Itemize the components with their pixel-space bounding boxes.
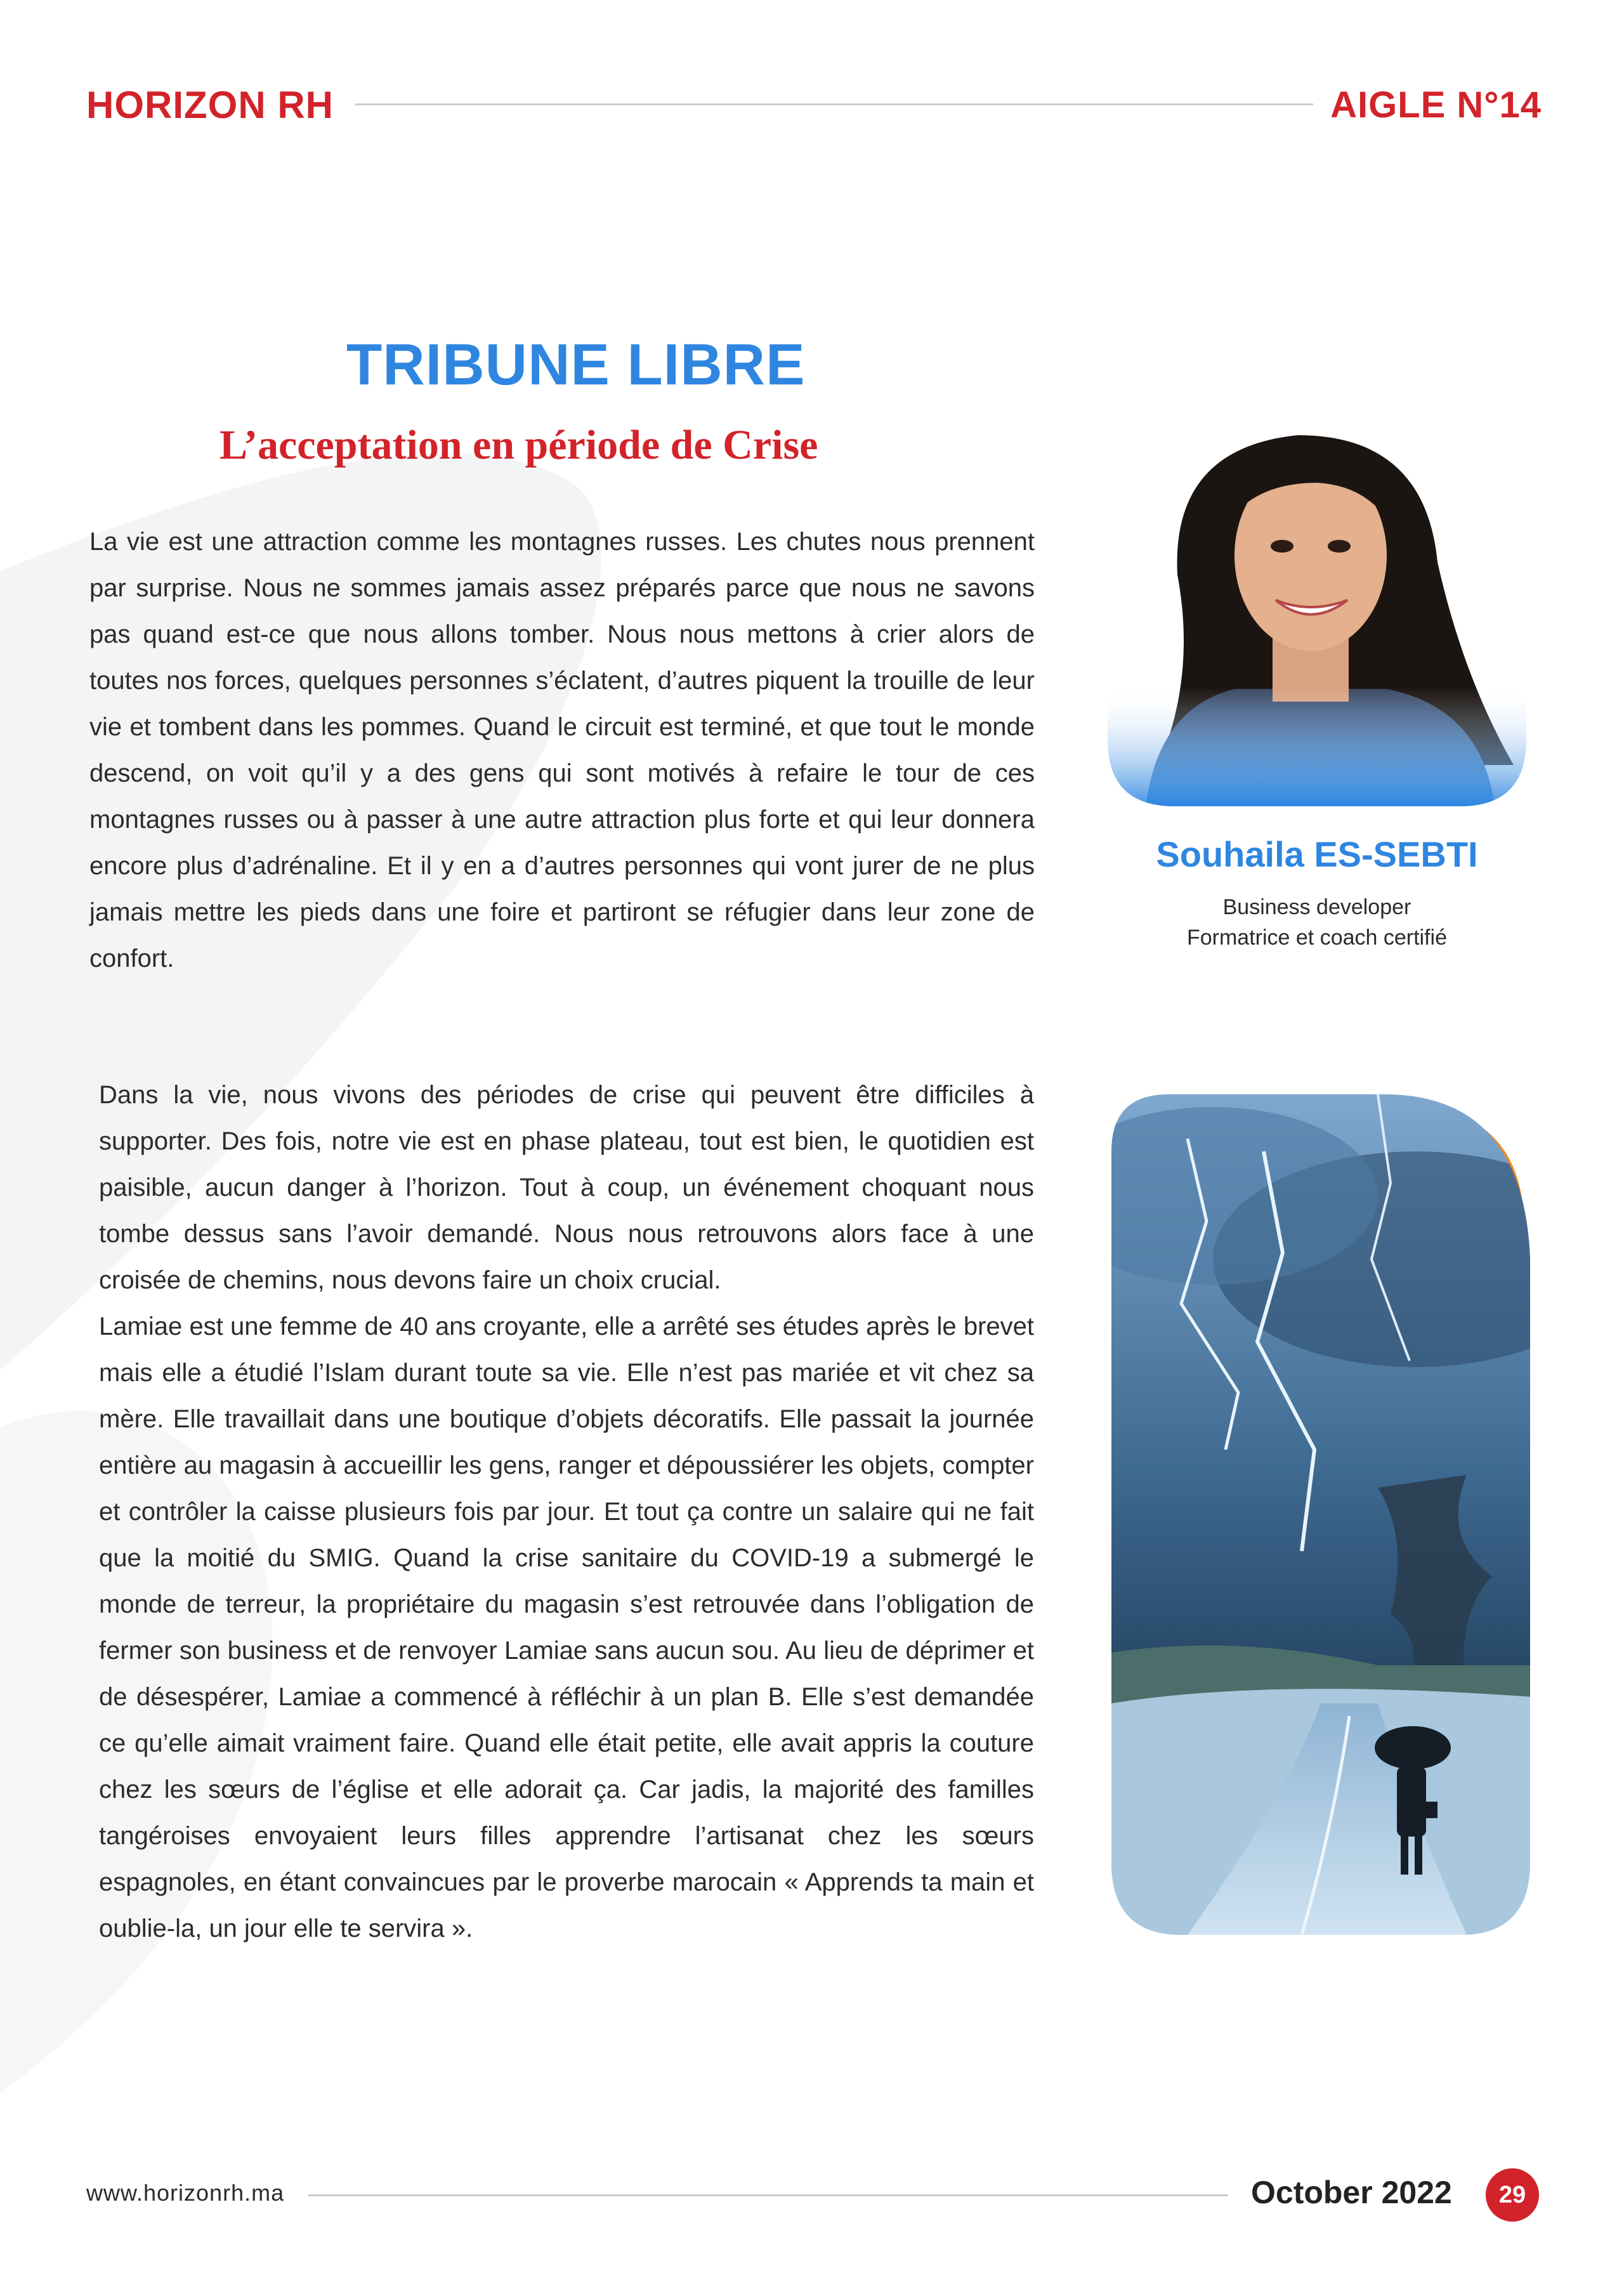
author-roles bbox=[1108, 892, 1526, 953]
article-body-2 bbox=[99, 1072, 1034, 1952]
storm-illustration bbox=[1111, 1094, 1533, 1935]
section-title: TRIBUNE LIBRE bbox=[346, 332, 806, 397]
author-role-2: Formatrice et coach certifié bbox=[1186, 926, 1448, 950]
issue-number: AIGLE N°14 bbox=[1330, 84, 1542, 126]
portrait-photo bbox=[1108, 410, 1526, 806]
header-divider bbox=[355, 103, 1313, 105]
article-paragraph-2: Dans la vie, nous vivons des périodes de crise qui peuvent être difficiles à supporter. Des fois, notre vie est en phase plateau, tout est bien, le quotidien est paisible, aucun danger à l’horizon. Tout à coup, un événement choquant nous tombe dessus sans l’avoir demandé. Nous nous retrouvons alors face à une croisée de chemins, nous devons faire un choix crucial. bbox=[99, 1081, 1034, 1294]
author-name: Souhaila ES-SEBTI bbox=[1156, 834, 1478, 874]
website-link[interactable]: www.horizonrh.ma bbox=[86, 2180, 285, 2206]
article-paragraph-1: La vie est une attraction comme les montagnes russes. Les chutes nous prennent par surprise. Nous ne sommes jamais assez préparés parce que nous ne savons pas quand est-ce que nous allons tomber. Nous nous mettons à crier alors de toutes nos forces, quelques personnes s’éclatent, d’autres piquent la trouille de leur vie et tombent dans les pommes. Quand le circuit est terminé, et que tout le monde descend, on voit qu’il y a des gens qui sont motivés à refaire le tour de ces montagnes russes ou à passer à une autre attraction plus forte et qui leur donnera encore plus d’adrénaline. Et il y en a d’autres personnes qui vont jurer de ne plus jamais mettre les pieds dans une foire et partiront se réfugier dans leur zone de confort. bbox=[89, 528, 1035, 973]
brand-logo: HORIZON RH bbox=[86, 84, 334, 126]
storm-photo bbox=[1111, 1094, 1533, 1935]
author-role-1: Business developer bbox=[1222, 895, 1411, 919]
page-number-badge: 29 bbox=[1486, 2168, 1539, 2222]
author-portrait bbox=[1108, 410, 1526, 806]
article-paragraph-3: Lamiae est une femme de 40 ans croyante, elle a arrêté ses études après le brevet mais elle a étudié l’Islam durant toute sa vie. Elle n’est pas mariée et vit chez sa mère. Elle travaillait dans une boutique d’objets décoratifs. Elle passait la journée entière au magasin à accueillir les gens, ranger et dépoussiérer les objets, compter et contrôler la caisse plusieurs fois par jour. Et tout ça contre un salaire qui ne fait que la moitié du SMIG. Quand la crise sanitaire du COVID-19 a submergé le monde de terreur, la propriétaire du magasin s’est retrouvée dans l’obligation de fermer son business et de renvoyer Lamiae sans aucun sou. Au lieu de déprimer et de désespérer, Lamiae a commencé à réfléchir à un plan B. Elle s’est demandée ce qu’elle aimait vraiment faire. Quand elle était petite, elle avait appris la couture chez les sœurs de l’église et elle adorait ça. Car jadis, la majorité des familles tangéroises envoyaient leurs filles apprendre l’artisanat chez les sœurs espagnoles, en étant convaincues par le proverbe marocain « Apprends ta main et oublie-la, un jour elle te servira ». bbox=[99, 1313, 1034, 1942]
footer-divider bbox=[308, 2194, 1228, 2196]
issue-date: October 2022 bbox=[1251, 2175, 1452, 2210]
article-title: L’acceptation en période de Crise bbox=[219, 422, 818, 468]
